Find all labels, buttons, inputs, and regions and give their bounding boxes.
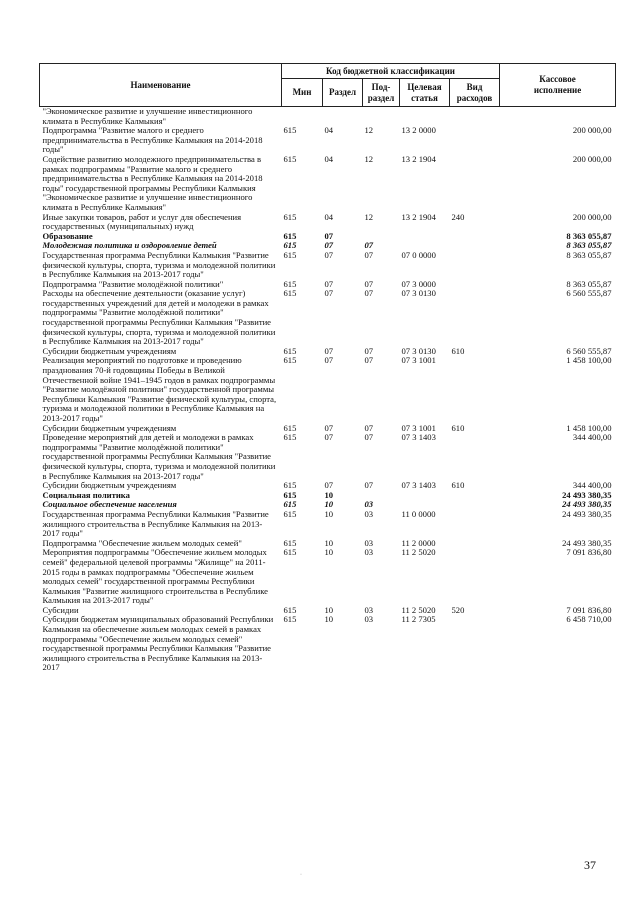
cell-article: 07 3 1403 [401, 432, 436, 443]
cell-name: Проведение мероприятий для детей и молодежи в рамках подпрограммы "Развитие молодёжной политики" государственной программы Республики Калмыкия "Развитие физической культуры, спорта, туризма и молодежной политики в Республике Калмыкия на 2013-2017 годы" [42, 432, 276, 481]
cell-kind [450, 500, 500, 510]
cell-min: 615 [283, 537, 297, 548]
cell-sum: 1 458 100,00 [566, 355, 612, 366]
cell-subsection: 07 [364, 480, 374, 491]
cell-min: 615 [283, 288, 297, 299]
cell-article: 07 3 1001 [401, 422, 436, 433]
cell-subsection: 07 [364, 278, 374, 289]
cell-name: Субсидии [42, 604, 79, 615]
table-row [40, 615, 616, 673]
cell-sum: 200 000,00 [572, 153, 612, 164]
table-row [40, 356, 616, 423]
cell-kind [450, 107, 500, 127]
cell-min: 615 [283, 604, 297, 615]
cell-article: 07 3 1001 [401, 355, 436, 366]
cell-name: Содействие развитию молодежного предпринимательства в рамках подпрограммы "Развитие малого и среднего предпринимательства в Республике Калмыкия на 2014-2018 годы" государственной программы Республики Калмыкия "Экономическое развитие и улучшение инвестиционного климата в Республике Калмыкия" [42, 153, 263, 212]
cell-section: 07 [324, 249, 334, 260]
cell-min: 615 [283, 614, 297, 625]
cell-sum: 24 493 380,35 [562, 499, 612, 510]
cell-kind [450, 510, 500, 539]
header-expense-kind: Вид расходов [450, 79, 500, 107]
table-row [40, 433, 616, 481]
cell-name: Государственная программа Республики Калмыкия "Развитие физической культуры, спорта, туризма и молодежной политики в Республике Калмыкия на 2013-2017 годы" [42, 249, 276, 280]
cell-article: 11 2 5020 [401, 547, 436, 558]
cell-kind [450, 232, 500, 242]
cell-kind: 610 [451, 422, 465, 433]
cell-article: 11 0 0000 [401, 508, 436, 519]
cell-min: 615 [283, 499, 297, 510]
table-body [40, 107, 616, 674]
cell-section: 10 [324, 614, 334, 625]
table-row [40, 548, 616, 606]
cell-subsection: 07 [364, 240, 374, 251]
cell-section: 07 [324, 345, 334, 356]
cell-sum: 344 400,00 [572, 480, 612, 491]
header-target-article: Целевая статья [400, 79, 450, 107]
cell-sum: 344 400,00 [572, 432, 612, 443]
cell-min: 615 [283, 153, 297, 164]
cell-sum: 24 493 380,35 [562, 489, 612, 500]
cell-section: 10 [324, 489, 334, 500]
cell-subsection: 07 [364, 422, 374, 433]
cell-min: 615 [283, 422, 297, 433]
cell-name: Субсидии бюджетным учреждениям [42, 422, 177, 433]
cell-kind [450, 548, 500, 606]
table-header [40, 64, 616, 107]
cell-name: "Экономическое развитие и улучшение инвестиционного климата в Республике Калмыкия" [42, 106, 253, 126]
cell-name: Расходы на обеспечение деятельности (оказание услуг) государственных учреждений для детей и молодежи в рамках подпрограммы "Развитие молодёжной политики" государственной программы Республики Калмыкия "Развитие физической культуры, спорта, туризма и молодежной политики в Республике Калмыкия на 2013-2017 годы" [42, 288, 276, 347]
cell-section: 10 [324, 537, 334, 548]
cell-section: 04 [324, 211, 334, 222]
cell-min: 615 [283, 547, 297, 558]
cell-kind [450, 539, 500, 549]
cell-name: Субсидии бюджетам муниципальных образований Республики Калмыкия на обеспечение жильем молодых семей в рамках подпрограммы "Обеспечение жильем молодых семей" государственной программы Республики Калмыкия "Развитие жилищного строительства в Республике Калмыкия на 2013-2017 [42, 614, 274, 673]
cell-kind [450, 491, 500, 501]
cell-section: 07 [324, 240, 334, 251]
cell-min: 615 [283, 489, 297, 500]
cell-sum: 6 560 555,87 [566, 288, 612, 299]
cell-min: 615 [283, 125, 297, 136]
cell-name: Социальная политика [42, 489, 130, 500]
cell-section: 04 [324, 125, 334, 136]
cell-section: 07 [324, 288, 334, 299]
cell-kind [450, 126, 500, 155]
cell-sum: 200 000,00 [572, 125, 612, 136]
budget-table [39, 63, 616, 673]
cell-min: 615 [283, 249, 297, 260]
cell-article: 07 3 0130 [401, 345, 436, 356]
cell-min: 615 [283, 278, 297, 289]
cell-article: 07 0 0000 [401, 249, 436, 260]
cell-article: 07 3 0130 [401, 288, 436, 299]
cell-subsection: 12 [364, 211, 374, 222]
cell-kind: 240 [451, 211, 465, 222]
cell-kind: 610 [451, 345, 465, 356]
cell-kind: 520 [451, 604, 465, 615]
cell-article: 07 3 1403 [401, 480, 436, 491]
cell-kind [450, 356, 500, 423]
header-cash-execution: Кассовое исполнение [500, 64, 616, 107]
cell-min: 615 [283, 432, 297, 443]
table-row [40, 289, 616, 347]
cell-sum: 1 458 100,00 [566, 422, 612, 433]
cell-kind [450, 251, 500, 280]
cell-min: 615 [283, 230, 297, 241]
cell-kind [450, 289, 500, 347]
table-row [40, 510, 616, 539]
cell-section: 07 [324, 432, 334, 443]
cell-name: Образование [42, 230, 93, 241]
cell-name: Подпрограмма "Развитие малого и среднего предпринимательства в Республике Калмыкия на 2014-2018 годы" [42, 125, 263, 155]
cell-sum: 8 363 055,87 [566, 249, 612, 260]
header-name: Наименование [40, 64, 282, 107]
scan-dot: · [300, 872, 302, 878]
cell-article: 13 2 1904 [401, 153, 436, 164]
cell-name: Подпрограмма "Развитие молодёжной политики" [42, 278, 224, 289]
cell-subsection: 07 [364, 432, 374, 443]
cell-subsection: 03 [364, 614, 374, 625]
cell-subsection: 03 [364, 604, 374, 615]
cell-kind [450, 155, 500, 213]
header-budget-code: Код бюджетной классификации [282, 64, 500, 79]
cell-min: 615 [283, 355, 297, 366]
header-subsection: Под- раздел [363, 79, 400, 107]
table-row [40, 251, 616, 280]
cell-section: 07 [324, 480, 334, 491]
cell-sum: 7 091 836,80 [566, 604, 612, 615]
cell-article: 13 2 1904 [401, 211, 436, 222]
cell-sum: 7 091 836,80 [566, 547, 612, 558]
cell-sum [500, 107, 616, 127]
cell-section: 10 [324, 499, 334, 510]
cell-article [400, 107, 450, 127]
cell-sum: 8 363 055,87 [566, 240, 612, 251]
cell-name: Иные закупки товаров, работ и услуг для обеспечения государственных (муниципальных) нужд [42, 211, 242, 232]
cell-min: 615 [283, 211, 297, 222]
cell-min: 615 [283, 508, 297, 519]
cell-subsection: 03 [364, 537, 374, 548]
cell-section: 10 [324, 547, 334, 558]
cell-kind [450, 241, 500, 251]
cell-subsection: 07 [364, 345, 374, 356]
header-section: Раздел [323, 79, 363, 107]
cell-article [400, 232, 450, 242]
cell-subsection: 03 [364, 547, 374, 558]
cell-sum: 6 560 555,87 [566, 345, 612, 356]
cell-article: 13 2 0000 [401, 125, 436, 136]
cell-kind: 610 [451, 480, 465, 491]
cell-subsection: 07 [364, 355, 374, 366]
cell-subsection: 07 [364, 249, 374, 260]
cell-section: 07 [324, 278, 334, 289]
cell-article: 07 3 0000 [401, 278, 436, 289]
table-row [40, 107, 616, 127]
cell-section: 07 [324, 230, 334, 241]
cell-subsection [363, 107, 400, 127]
cell-sum: 8 363 055,87 [566, 278, 612, 289]
table-row [40, 126, 616, 155]
table-row [40, 155, 616, 213]
cell-section [323, 107, 363, 127]
table-row [40, 213, 616, 232]
cell-name: Молодежная политика и оздоровление детей [42, 240, 217, 251]
cell-sum: 8 363 055,87 [566, 230, 612, 241]
cell-sum: 200 000,00 [572, 211, 612, 222]
cell-subsection: 03 [364, 499, 374, 510]
cell-subsection: 03 [364, 508, 374, 519]
cell-article: 11 2 5020 [401, 604, 436, 615]
cell-kind [450, 433, 500, 481]
cell-section: 10 [324, 508, 334, 519]
cell-name: Субсидии бюджетным учреждениям [42, 480, 177, 491]
cell-name: Государственная программа Республики Калмыкия "Развитие жилищного строительства в Республике Калмыкия на 2013-2017 годы" [42, 508, 269, 539]
cell-section: 10 [324, 604, 334, 615]
cell-name: Мероприятия подпрограммы "Обеспечение жильем молодых семей" федеральной целевой программы "Жилище" на 2011-2015 годы в рамках подпрограммы "Обеспечение жильем молодых семей" государственной программы Республики Калмыкия "Развитие жилищного строительства в Республике Калмыкия на 2013-2017 годы" [42, 547, 268, 606]
cell-subsection: 12 [364, 125, 374, 136]
cell-min: 615 [283, 480, 297, 491]
cell-min [282, 107, 323, 127]
cell-name: Реализация мероприятий по подготовке и проведению празднования 70-й годовщины Победы в Великой Отечественной войне 1941–1945 годов в рамках подпрограммы "Развитие молодёжной политики" государственной программы Республики Калмыкия "Развитие физической культуры, спорта, туризма и молодежной политики в Республике Калмыкия на 2013-2017 годы" [42, 355, 277, 423]
cell-sum: 6 458 710,00 [566, 614, 612, 625]
cell-name: Подпрограмма "Обеспечение жильем молодых семей" [42, 537, 242, 548]
cell-sum: 24 493 380,35 [562, 508, 612, 519]
cell-article: 11 2 0000 [401, 537, 436, 548]
cell-sum: 24 493 380,35 [562, 537, 612, 548]
budget-table-container [39, 63, 615, 673]
cell-subsection: 07 [364, 288, 374, 299]
cell-kind [450, 615, 500, 673]
cell-name: Субсидии бюджетным учреждениям [42, 345, 177, 356]
cell-min: 615 [283, 240, 297, 251]
cell-section: 04 [324, 153, 334, 164]
cell-name: Социальное обеспечение населения [42, 499, 177, 510]
page-number: 37 [584, 858, 596, 872]
cell-section: 07 [324, 355, 334, 366]
cell-article [400, 491, 450, 501]
cell-subsection: 12 [364, 153, 374, 164]
header-min: Мин [282, 79, 323, 107]
cell-section: 07 [324, 422, 334, 433]
cell-min: 615 [283, 345, 297, 356]
cell-kind [450, 280, 500, 290]
cell-article: 11 2 7305 [401, 614, 436, 625]
